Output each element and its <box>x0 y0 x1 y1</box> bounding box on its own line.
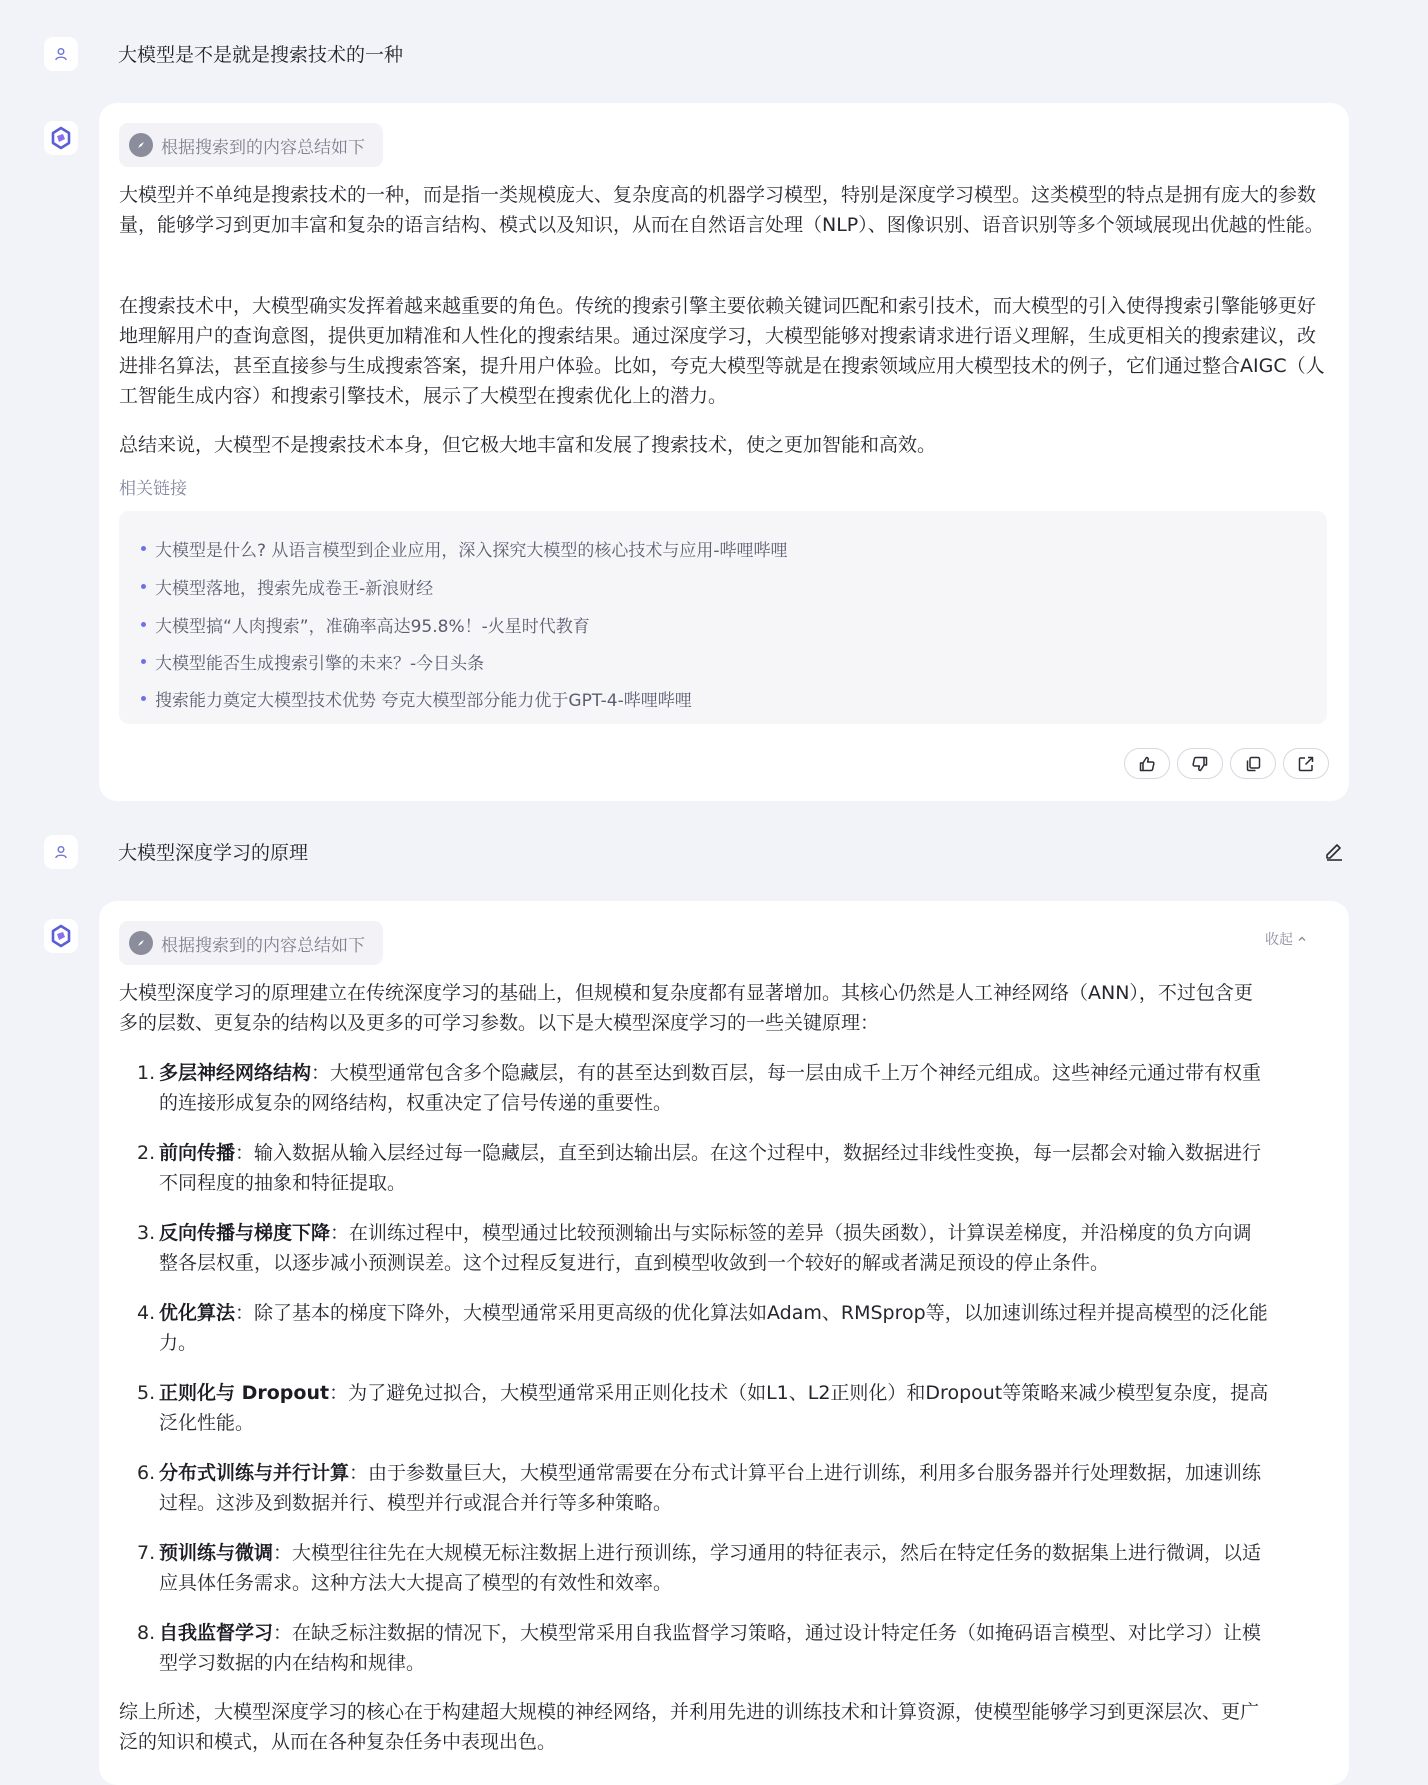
bot-avatar <box>44 121 78 155</box>
copy-icon <box>1244 755 1262 773</box>
answer-paragraph-1: 大模型并不单纯是搜索技术的一种，而是指一类规模庞大、复杂度高的机器学习模型，特别是深度学习模型。这类模型的特点是拥有庞大的参数量，能够学习到更加丰富和复杂的语言结构、模式以及知识，从而在自然语言处理（NLP）、图像识别、语音识别等多个领域展现出优越的性能。 <box>119 184 1324 236</box>
related-links-title: 相关链接 <box>119 479 187 499</box>
principle-item: 4. 优化算法：除了基本的梯度下降外，大模型通常采用更高级的优化算法如Adam、RMSprop等，以加速训练过程并提高模型的泛化能力。 <box>137 1302 1268 1354</box>
principle-item: 5. 正则化与 Dropout：为了避免过拟合，大模型通常采用正则化技术（如L1、L2正则化）和Dropout等策略来减少模型复杂度，提高泛化性能。 <box>137 1382 1269 1434</box>
principle-item: 3. 反向传播与梯度下降：在训练过程中，模型通过比较预测输出与实际标签的差异（损失函数），计算误差梯度，并沿梯度的负方向调整各层权重，以逐步减小预测误差。这个过程反复进行，直到模型收敛到一个较好的解或者满足预设的停止条件。 <box>137 1222 1252 1274</box>
answer-conclusion: 综上所述，大模型深度学习的核心在于构建超大规模的神经网络，并利用先进的训练技术和计算资源，使模型能够学习到更深层次、更广泛的知识和模式，从而在各种复杂任务中表现出色。 <box>119 1701 1260 1753</box>
copy-button[interactable] <box>1230 748 1276 779</box>
user-message-2 <box>0 823 1428 883</box>
user-message-1 <box>0 25 1428 85</box>
related-link[interactable]: 大模型能否生成搜索引擎的未来？-今日头条 <box>141 649 484 674</box>
principle-item: 7. 预训练与微调：大模型往往先在大规模无标注数据上进行预训练，学习通用的特征表示，然后在特定任务的数据集上进行微调，以适应具体任务需求。这种方法大大提高了模型的有效性和效率。 <box>137 1542 1262 1594</box>
collapse-button[interactable] <box>1265 929 1307 949</box>
answer-actions <box>1124 748 1329 779</box>
user-icon <box>53 844 69 860</box>
search-summary-pill[interactable] <box>119 921 383 965</box>
thumbs-up-button[interactable] <box>1124 748 1170 779</box>
thumbs-up-icon <box>1138 755 1156 773</box>
search-summary-pill[interactable] <box>119 123 383 167</box>
edit-icon <box>1323 840 1345 862</box>
principle-item: 6. 分布式训练与并行计算：由于参数量巨大，大模型通常需要在分布式计算平台上进行训练，利用多台服务器并行处理数据，加速训练过程。这涉及到数据并行、模型并行或混合并行等多种策略。 <box>137 1462 1262 1514</box>
bot-logo-icon <box>48 125 74 151</box>
related-link[interactable]: 大模型落地，搜索先成卷王-新浪财经 <box>141 574 433 599</box>
thumbs-down-button[interactable] <box>1177 748 1223 779</box>
bot-avatar <box>44 919 78 953</box>
share-button[interactable] <box>1283 748 1329 779</box>
related-link[interactable]: 搜索能力奠定大模型技术优势 夸克大模型部分能力优于GPT-4-哔哩哔哩 <box>141 686 692 711</box>
compass-icon <box>129 931 153 955</box>
related-links-list <box>119 511 1327 724</box>
collapse-label: 收起 <box>1265 932 1293 948</box>
principle-item: 8. 自我监督学习：在缺乏标注数据的情况下，大模型常采用自我监督学习策略，通过设计特定任务（如掩码语言模型、对比学习）让模型学习数据的内在结构和规律。 <box>137 1622 1262 1674</box>
principle-item: 2. 前向传播：输入数据从输入层经过每一隐藏层，直至到达输出层。在这个过程中，数据经过非线性变换，每一层都会对输入数据进行不同程度的抽象和特征提取。 <box>137 1142 1262 1194</box>
answer-paragraph-3: 总结来说，大模型不是搜索技术本身，但它极大地丰富和发展了搜索技术，使之更加智能和高效。 <box>119 434 937 456</box>
user-question-text: 大模型是不是就是搜索技术的一种 <box>118 44 404 66</box>
related-link[interactable]: 大模型搞“人肉搜索”，准确率高达95.8%！-火星时代教育 <box>141 612 590 637</box>
related-link[interactable]: 大模型是什么? 从语言模型到企业应用，深入探究大模型的核心技术与应用-哔哩哔哩 <box>141 536 788 561</box>
user-question-text: 大模型深度学习的原理 <box>118 842 309 864</box>
assistant-answer-card-1 <box>99 103 1349 801</box>
bot-logo-icon <box>48 923 74 949</box>
user-icon <box>53 46 69 62</box>
user-avatar <box>44 835 78 869</box>
assistant-answer-card-2 <box>99 901 1349 1785</box>
edit-question-button[interactable] <box>1323 840 1349 866</box>
chevron-up-icon <box>1297 934 1307 944</box>
search-summary-label: 根据搜索到的内容总结如下 <box>161 137 365 158</box>
search-summary-label: 根据搜索到的内容总结如下 <box>161 935 365 956</box>
answer-paragraph-2: 在搜索技术中，大模型确实发挥着越来越重要的角色。传统的搜索引擎主要依赖关键词匹配和索引技术，而大模型的引入使得搜索引擎能够更好地理解用户的查询意图，提供更加精准和人性化的搜索结果。通过深度学习，大模型能够对搜索请求进行语义理解，生成更相关的搜索建议，改进排名算法，甚至直接参与生成搜索答案，提升用户体验。比如，夸克大模型等就是在搜索领域应用大模型技术的例子，它们通过整合AIGC（人工智能生成内容）和搜索引擎技术，展示了大模型在搜索优化上的潜力。 <box>119 295 1325 407</box>
principle-item: 1. 多层神经网络结构：大模型通常包含多个隐藏层，有的甚至达到数百层，每一层由成千上万个神经元组成。这些神经元通过带有权重的连接形成复杂的网络结构，权重决定了信号传递的重要性。 <box>137 1062 1262 1114</box>
thumbs-down-icon <box>1191 755 1209 773</box>
answer-intro: 大模型深度学习的原理建立在传统深度学习的基础上，但规模和复杂度都有显著增加。其核心仍然是人工神经网络（ANN），不过包含更多的层数、更复杂的结构以及更多的可学习参数。以下是大模型深度学习的一些关键原理： <box>119 982 1253 1034</box>
share-icon <box>1297 755 1315 773</box>
compass-icon <box>129 133 153 157</box>
user-avatar <box>44 37 78 71</box>
